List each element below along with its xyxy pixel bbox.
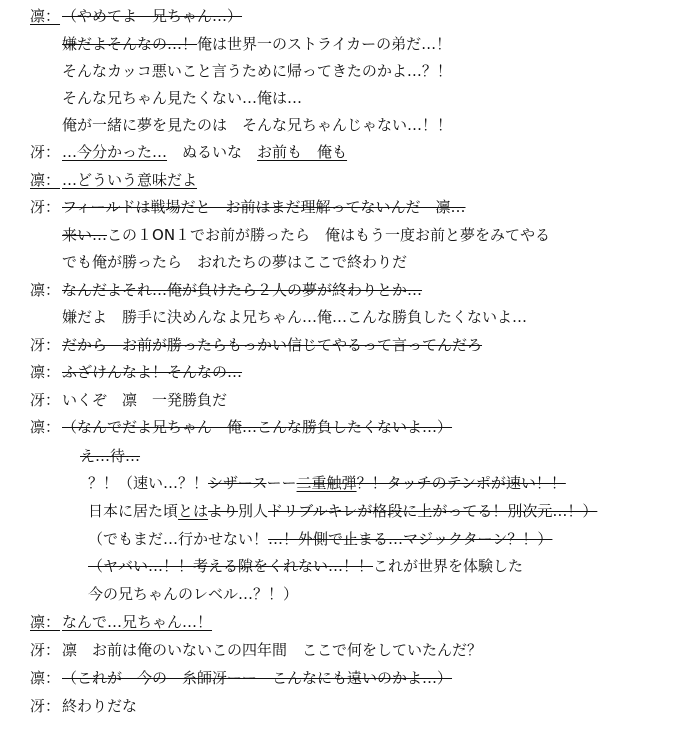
- text-segment: これが世界を体験した: [373, 557, 524, 575]
- speaker-label: 凛：: [30, 363, 61, 381]
- text-segment: いくぞ 凛 一発勝負だ: [62, 391, 228, 409]
- line-text: [62, 31, 451, 57]
- struck-text: （やめてよ 兄ちゃん…）: [62, 7, 243, 25]
- line-text: [88, 553, 523, 579]
- text-segment: 俺は世界一のストライカーの弟だ…！: [197, 35, 452, 53]
- line-text: [62, 167, 197, 193]
- line-text: [62, 414, 452, 440]
- text-segment: 今の兄ちゃんのレベル…？！）: [88, 585, 299, 603]
- line-text: [62, 58, 452, 84]
- speaker-label: 凛：: [30, 418, 61, 436]
- speaker-label: 凛：: [30, 7, 61, 25]
- struck-text: ？！タッチのテンポが速い！！: [356, 474, 566, 492]
- line-text: [62, 112, 452, 138]
- line-text: [62, 277, 422, 303]
- line-text: [62, 387, 227, 413]
- struck-text: より: [208, 502, 239, 520]
- text-segment: （でもまだ…行かせない！: [88, 530, 269, 548]
- speaker-label: 凛：: [30, 669, 61, 687]
- text-segment: 俺が一緒に夢を見たのは そんな兄ちゃんじゃない…！！: [62, 116, 453, 134]
- text-segment: 終わりだな: [62, 697, 138, 715]
- speaker-label: 凛：: [30, 281, 61, 299]
- text-segment: ぬるいな: [167, 143, 258, 161]
- speaker-label: 凛：: [30, 613, 61, 631]
- line-text: [62, 249, 407, 275]
- text-segment: そんなカッコ悪いこと言うために帰ってきたのかよ…？！: [62, 62, 452, 80]
- line-text: [62, 359, 242, 385]
- underlined-text: なんで…兄ちゃん…！: [62, 613, 213, 631]
- line-text: [88, 498, 597, 524]
- text-segment: 日本に居た頃: [88, 502, 179, 520]
- speaker-label: 冴：: [30, 336, 61, 354]
- text-segment: 別人: [238, 502, 269, 520]
- struck-text: （ヤバい…！！考える隙をくれない…！！: [88, 557, 374, 575]
- text-segment: 凛 お前は俺のいないこの四年間 ここで何をしていたんだ？: [62, 641, 483, 659]
- line-text: [62, 85, 302, 111]
- line-text: [80, 443, 140, 469]
- speaker-label: 冴：: [30, 641, 61, 659]
- speaker-label: 冴：: [30, 697, 61, 715]
- struck-text: （なんでだよ兄ちゃん 俺…こんな勝負したくないよ…）: [62, 418, 453, 436]
- struck-text: （これが 今の 糸師冴ーー こんなにも遠いのかよ…）: [62, 669, 453, 687]
- struck-underlined-text: 二重触弾: [296, 474, 357, 492]
- line-text: [62, 222, 550, 248]
- underlined-text: とは: [178, 502, 209, 520]
- text-segment: でも俺が勝ったら おれたちの夢はここで終わりだ: [62, 253, 408, 271]
- line-text: [88, 581, 298, 607]
- struck-text: シザース: [208, 474, 267, 492]
- line-text: [62, 304, 527, 330]
- struck-text: なんだよそれ…俺が負けたら２人の夢が終わりとか…: [62, 281, 423, 299]
- struck-text: 嫌だよそんなの…！: [62, 35, 198, 53]
- speaker-label: 冴：: [30, 391, 61, 409]
- struck-text: だから お前が勝ったらもっかい信じてやるって言ってんだろ: [62, 336, 483, 354]
- text-segment: この１ON１でお前が勝ったら 俺はもう一度お前と夢をみてやる: [107, 226, 551, 244]
- speaker-label: 冴：: [30, 143, 61, 161]
- line-text: [62, 194, 466, 220]
- underlined-text: …今分かった…: [62, 143, 168, 161]
- underlined-text: …どういう意味だよ: [62, 171, 198, 189]
- line-text: [62, 609, 212, 635]
- speaker-label: 凛：: [30, 171, 61, 189]
- text-segment: 嫌だよ 勝手に決めんなよ兄ちゃん…俺…こんな勝負したくないよ…: [62, 308, 528, 326]
- text-segment: ？！（速い…？！: [88, 474, 209, 492]
- text-segment: そんな兄ちゃん見たくない…俺は…: [62, 89, 303, 107]
- line-text: [62, 693, 137, 719]
- underlined-text: お前も 俺も: [257, 143, 348, 161]
- line-text: [62, 3, 242, 29]
- struck-text: 来い…: [62, 226, 108, 244]
- speaker-label: 冴：: [30, 198, 61, 216]
- line-text: [88, 470, 566, 496]
- line-text: [88, 526, 552, 552]
- struck-text: ふざけんなよ！そんなの…: [62, 363, 243, 381]
- line-text: [62, 665, 452, 691]
- struck-text: …！外側で止まる…マジックターン？！）: [268, 530, 553, 548]
- struck-text: フィールドは戦場だと お前はまだ理解ってないんだ 凛…: [62, 198, 466, 216]
- struck-text: ドリブルキレが格段に上がってる！別次元…！）: [268, 502, 598, 520]
- text-segment: ーー: [266, 474, 297, 492]
- line-text: [62, 139, 347, 165]
- line-text: [62, 332, 482, 358]
- struck-text: え…待…: [80, 447, 141, 465]
- line-text: [62, 637, 482, 663]
